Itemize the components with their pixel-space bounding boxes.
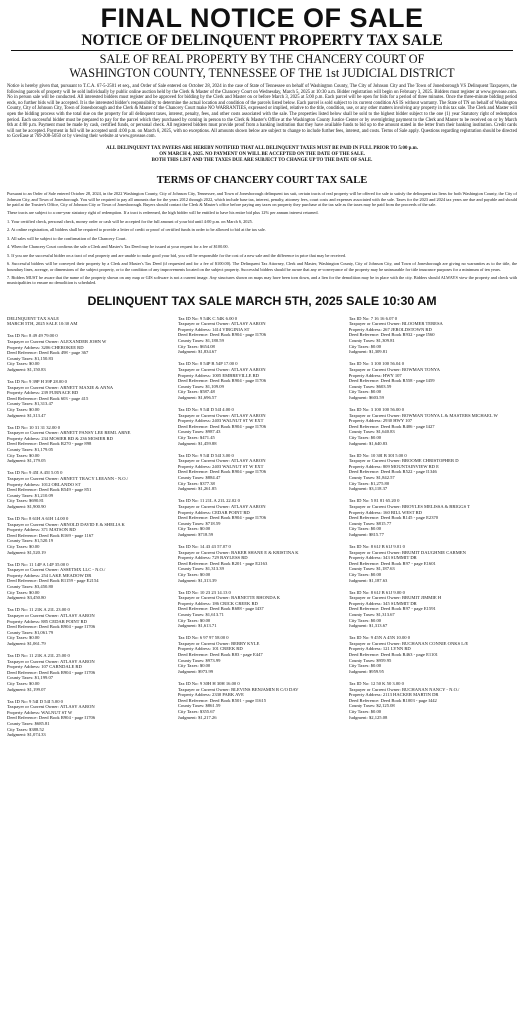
record-line: Deed Reference: Deed Book R201 - page E2163 bbox=[177, 560, 268, 566]
record-line: Tax ID No: 9 30H H 30H 16.00 0 bbox=[177, 680, 240, 686]
property-record bbox=[349, 635, 517, 674]
record-line: Taxpayer or Current Owner: BAKER SHANE E & KRISTINA K bbox=[177, 549, 299, 555]
record-line: Property Address: 2930 HWY 107 bbox=[348, 418, 413, 424]
record-line: County Taxes: $1,613.71 bbox=[177, 612, 224, 617]
record-line: Deed Reference: Deed Book R688 - page I437 bbox=[177, 606, 264, 612]
record-line: Tax ID No: 8 54P B 54P 17.00 0 bbox=[177, 361, 238, 367]
property-record bbox=[349, 544, 517, 583]
record-line: Deed Reference: Deed Book R97 - page E1601 bbox=[348, 560, 436, 566]
record-line: City Taxes: $0.00 bbox=[7, 635, 40, 641]
record-line: Deed Reference: Deed Book R904 - page I1706 bbox=[7, 624, 96, 630]
record-line: Deed Reference: Deed Book R501 - page I1615 bbox=[177, 697, 266, 703]
terms-paragraph: 4. When the Chancery Court confirms the sale a Clerk and Master's Tax Deed may be issued at your request for a fee of $100.00. bbox=[7, 244, 229, 250]
record-line: City Taxes: $0.00 bbox=[177, 617, 211, 623]
record-line: Property Address: 1012 ORLANDO ST bbox=[7, 481, 81, 487]
property-record bbox=[7, 653, 175, 692]
record-line: City Taxes: $0.00 bbox=[348, 663, 382, 669]
record-line: Deed Reference: Deed Book R270 - page 898 bbox=[7, 441, 92, 447]
property-record bbox=[178, 407, 346, 446]
record-line: Tax ID No: 3 100 100 56.00 0 bbox=[348, 407, 404, 412]
record-line: Property Address: 809 MOUNTAINVIEW RD E bbox=[348, 463, 439, 469]
record-line: Deed Reference: Deed Book R904 - page I1706 bbox=[177, 332, 266, 338]
property-record bbox=[7, 379, 175, 418]
record-line: Deed Reference: Deed Book R904 - page I1706 bbox=[7, 715, 96, 721]
listing-column bbox=[178, 316, 346, 745]
record-line: Tax ID No: 11 21L A 21L 22.02 0 bbox=[177, 498, 240, 504]
terms-paragraph: 6. Successful bidders will be conveyed their property by a Clerk and Master's Tax Deed (if requested and for a fee of $100.00). The Delinquent Tax Attorney, Clerk and Master, Washington County, City of Johnson City, and Town of Jonesborough are giving no warranties as to the title, the boundary lines, acreage, or dimensions of the subject property, or to the condition of any improvements located on the subject property. Successful bidders should be aware that any re-conveyance of the property may be uninsurable for title insurance purposes for a minimum of ten years. bbox=[7, 261, 517, 272]
record-line: Deed Reference: Deed Book R145 - page E2370 bbox=[348, 515, 439, 521]
record-line: Taxpayer or Current Owner: ATLASY AARON bbox=[177, 321, 266, 327]
record-line: Tax ID No: 5 81 81 65.20 0 bbox=[348, 498, 400, 504]
terms-paragraph: 3. All sales will be subject to the confirmation of the Chancery Court. bbox=[7, 235, 127, 241]
terms-heading: TERMS OF CHANCERY COURT TAX SALE bbox=[156, 175, 368, 187]
record-line: City Taxes: $355.67 bbox=[177, 708, 215, 714]
record-line: Property Address: 2113 HACKER MARTIN DR bbox=[348, 692, 439, 698]
property-record bbox=[178, 544, 346, 583]
record-line: City Taxes: $0.00 bbox=[348, 343, 382, 349]
record-line: Judgment: $1,640.83 bbox=[348, 440, 388, 446]
notice-line-3: BOTH THIS LIST AND THE TAXES DUE ARE SUBJECT TO CHANGE UP TO THE DATE OF SALE. bbox=[151, 157, 373, 163]
record-line: Taxpayer or Current Owner: BOWMAN TONYA bbox=[348, 366, 440, 372]
record-line: Deed Reference: Deed Book R169 - page 1167 bbox=[7, 532, 94, 538]
record-line: Tax ID No: 6 97 97 58.00 0 bbox=[177, 635, 229, 641]
record-line: Property Address: 1005 EMBREVILLE RD bbox=[177, 372, 259, 378]
record-line: Taxpayer or Current Owner: ARNETT PANSY LEE REMI. ARNE bbox=[7, 430, 131, 436]
record-line: Taxpayer or Current Owner: ASSETMX LLC - N.O./ bbox=[7, 567, 106, 573]
record-line: Judgment: $1,696.57 bbox=[177, 394, 217, 400]
property-record bbox=[349, 681, 517, 720]
record-line: City Taxes: $587.48 bbox=[177, 389, 215, 395]
record-line: County Taxes: $1,309.81 bbox=[348, 338, 395, 344]
record-line: Judgment: $815.77 bbox=[348, 531, 384, 537]
record-line: County Taxes: $1,313.39 bbox=[177, 566, 224, 572]
record-line: Taxpayer or Current Owner: BUCHANAN CONNIE ONKS L/E bbox=[348, 640, 469, 646]
record-line: Tax ID No: 14 43 43 57.07 0 bbox=[177, 543, 231, 549]
property-record bbox=[7, 470, 175, 509]
record-line: Property Address: 885 CEDAR POINT RD bbox=[7, 618, 87, 624]
record-line: Taxpayer or Current Owner: BARNETTE RHONDA K bbox=[177, 595, 281, 601]
record-line: Property Address: 267 JEROLDSTOWN RD bbox=[348, 326, 432, 332]
record-line: Judgment: $1,150.83 bbox=[7, 366, 46, 372]
record-line: Property Address: 234 MOSIER RD & 236 MOSIER RD bbox=[7, 435, 113, 441]
record-line: City Taxes: $0.00 bbox=[348, 708, 382, 714]
record-line: County Taxes: $3,450.80 bbox=[7, 584, 54, 590]
record-line: Property Address: 345 SUMMIT DR bbox=[348, 600, 417, 606]
terms-paragraph: Pursuant to an Order of Sale entered October 28, 2024, in the 2022 Washington County, City of Johnson City, Tennessee, and Town of Jonesborough delinquent tax suit, certain tracts of real property will be offered for sale to satisfy the delinquent tax liens for both Washington County, the City of Johnson City, and Town of Jonesborough. You will be required to pay all amounts due for the years 2012 through 2022, which include base tax, interest, penalty, attorney fees, court costs and expenses associated with the sale. Taxes for the 2023 and 2024 tax years are due and payable and should be paid at the Trustee's Office, City of Johnson City or Town of Jonesborough. Buyers should contact the Clerk & Master's office before paying any taxes on property they purchase at the tax sale as the taxes may be paid from the proceeds of the sale. bbox=[7, 191, 517, 207]
property-record bbox=[178, 498, 346, 537]
record-line: City Taxes: $654.08 bbox=[177, 343, 215, 349]
record-line: Taxpayer or Current Owner: BLOOMER TERESA bbox=[348, 321, 443, 327]
record-line: Property Address: 186 CRICK CREEK RD bbox=[177, 600, 258, 606]
property-record bbox=[178, 681, 346, 720]
record-line: Tax ID No: 9 54I D 54I 5.00 0 bbox=[7, 698, 63, 704]
record-line: Tax ID No: 8 49 49 79.00 0 bbox=[7, 333, 58, 339]
record-line: Deed Reference: Deed Book R904 - page I1706 bbox=[177, 515, 266, 521]
court-line-2: WASHINGTON COUNTY, TENNESSEE OF THE 1st JUDICIAL DISTRICT bbox=[69, 65, 455, 80]
record-line: City Taxes: $690.81 bbox=[7, 498, 44, 504]
record-line: Tax ID No: 7 16 16 6.07 0 bbox=[348, 315, 398, 321]
record-line: County Taxes: $987.43 bbox=[177, 429, 221, 435]
record-line: Deed Reference: Deed Book 603 - page 415 bbox=[7, 395, 89, 401]
record-line: Judgment: $1,309.81 bbox=[348, 349, 388, 355]
record-line: Tax ID No: 9 39P H 39P 28.00 0 bbox=[7, 379, 67, 385]
record-line: City Taxes: $1,275.80 bbox=[348, 480, 390, 486]
record-line: County Taxes: $2,125.08 bbox=[348, 703, 395, 709]
record-line: County Taxes: $973.99 bbox=[177, 657, 221, 663]
record-line: Tax ID No: 9 45I A 45I 5.05 0 bbox=[7, 470, 63, 476]
terms-paragraph: These tracts are subject to a one-year statutory right of redemption. If a tract is redeemed, the high bidder will be entitled to have his entire bid plus 12% per annum interest returned. bbox=[7, 210, 319, 216]
property-record bbox=[7, 316, 175, 327]
record-line: City Taxes: $0.00 bbox=[7, 407, 40, 412]
property-record bbox=[349, 361, 517, 400]
terms-paragraph: 2. At online registration, all bidders shall be required to provide a letter of credit or proof of certified funds in order to be allowed to bid at the tax sale. bbox=[7, 227, 266, 233]
property-record bbox=[349, 453, 517, 492]
record-line: Deed Reference: Deed Book R1159 - page E2154 bbox=[7, 578, 99, 584]
record-line: Deed Reference: Deed Book R904 - page I1706 bbox=[177, 378, 266, 384]
record-line: Property Address: 2330 PARK AVE bbox=[177, 692, 244, 698]
record-line: Taxpayer or Current Owner: ATLASY AARON bbox=[177, 458, 266, 464]
record-line: Deed Reference: Deed Book R522 - page I1346 bbox=[348, 469, 437, 475]
property-record bbox=[178, 361, 346, 400]
notice-line-2: ON MARCH 4, 2025. NO PAYMENT ON WILL BE ACCEPTED ON THE DATE OF THE SALE. bbox=[159, 151, 365, 157]
record-line: City Taxes: $0.00 bbox=[348, 434, 382, 440]
record-line: Deed Reference: Deed Book R932 - page I560 bbox=[348, 332, 435, 338]
notice-page bbox=[7, 4, 517, 744]
record-line: Taxpayer or Current Owner: ARNOLD DAVID E & SHELIA K bbox=[7, 521, 125, 527]
record-line: Judgment: $1,900.90 bbox=[7, 503, 46, 509]
record-line: Tax ID No: 10 23 23 14.13 0 bbox=[177, 589, 231, 595]
record-line: Property Address: 254 LAKE MEADOW DR bbox=[7, 572, 92, 578]
record-line: Deed Reference: Deed Book R904 - page I1706 bbox=[177, 423, 266, 429]
property-record bbox=[7, 516, 175, 555]
record-line: County Taxes: $1,179.05 bbox=[7, 447, 54, 453]
property-record bbox=[7, 607, 175, 646]
listing-heading: DELINQUENT TAX SALE MARCH 5TH, 2025 SALE 10:30 AM bbox=[87, 293, 437, 308]
record-line: City Taxes: $0.00 bbox=[348, 526, 382, 532]
property-record bbox=[178, 453, 346, 492]
listing-column bbox=[7, 316, 175, 745]
record-line: Deed Reference: Deed Book R904 - page I1706 bbox=[177, 469, 266, 475]
record-line: County Taxes: $1,061.79 bbox=[7, 629, 54, 635]
record-line: County Taxes: $1,640.83 bbox=[348, 429, 395, 435]
record-line: Tax ID No: 9 45N A 45N 10.00 0 bbox=[348, 635, 410, 641]
property-record bbox=[7, 425, 175, 464]
property-record bbox=[349, 407, 517, 446]
record-line: Taxpayer or Current Owner: BUCHANAN NANCY - N.O./ bbox=[348, 686, 460, 692]
payment-notice bbox=[7, 146, 517, 163]
record-line: City Taxes: $0.00 bbox=[348, 571, 382, 577]
record-line: City Taxes: $0.00 bbox=[7, 361, 40, 367]
record-line: County Taxes: $1,150.83 bbox=[7, 355, 54, 361]
record-line: Property Address: 729 BAYLESS RD bbox=[177, 555, 248, 561]
record-line: Judgment: $1,074.33 bbox=[7, 732, 46, 738]
record-line: Judgment: $3,118.37 bbox=[348, 486, 388, 492]
record-line: Taxpayer or Current Owner: ATLASY AARON bbox=[177, 366, 266, 372]
record-line: Property Address: 343 SUMMIT DR bbox=[348, 555, 417, 561]
property-record bbox=[178, 635, 346, 674]
record-line: City Taxes: $0.00 bbox=[7, 589, 40, 595]
record-line: City Taxes: $0.00 bbox=[177, 663, 211, 669]
record-line: Deed Reference: Deed Book R904 - page I1706 bbox=[7, 669, 96, 675]
record-line: Judgment: $1,459.88 bbox=[177, 440, 217, 446]
record-line: Tax ID No: 8 61J B 61J 9.01 0 bbox=[348, 543, 405, 549]
record-line: Judgment: $973.99 bbox=[177, 668, 214, 674]
record-line: Deed Reference: Deed Book R549 - page 851 bbox=[7, 487, 92, 493]
record-line: City Taxes: $0.00 bbox=[348, 389, 382, 395]
page-subtitle: NOTICE OF DELINQUENT PROPERTY TAX SALE bbox=[11, 32, 513, 51]
record-line: Property Address: CEDAR POINT RD bbox=[177, 509, 250, 515]
record-line: Tax ID No: 10 31 31 32.00 0 bbox=[7, 424, 61, 430]
record-line: Judgment: $1,217.26 bbox=[177, 714, 217, 720]
record-line: City Taxes: $0.00 bbox=[177, 526, 211, 532]
property-record bbox=[349, 498, 517, 537]
record-line: Deed Reference: Deed Book R97 - page E1591 bbox=[348, 606, 436, 612]
record-line: Tax ID No: 9 54K C 54K 6.00 0 bbox=[177, 315, 238, 321]
record-line: County Taxes: $1,842.57 bbox=[348, 475, 395, 481]
record-line: Property Address: 101 CREEK RD bbox=[177, 646, 243, 652]
record-line: Tax ID No: 9 54I D 54I 4.00 0 bbox=[177, 407, 234, 412]
record-line: Judgment: $603.59 bbox=[348, 394, 384, 400]
record-line: County Taxes: $685.81 bbox=[7, 721, 50, 726]
record-line: County Taxes: $1,180.59 bbox=[177, 338, 224, 344]
record-line: Judgment: $718.59 bbox=[177, 531, 214, 537]
record-line: Taxpayer or Current Owner: ATLASY AARON bbox=[7, 704, 95, 710]
listing-columns bbox=[7, 316, 517, 745]
record-line: County Taxes: $861.59 bbox=[177, 703, 221, 709]
record-line: County Taxes: $718.59 bbox=[177, 520, 221, 526]
record-line: Taxpayer or Current Owner: BROOME CHRISTOPHER D bbox=[348, 458, 459, 464]
record-line: Property Address: 160 BILL WEST RD bbox=[348, 509, 422, 515]
terms-paragraph: 5. If you are the successful bidder on a tract of real property and are unable to make good your bid, you will be responsible for the cost of a new sale and the difference in price that may be received. bbox=[7, 252, 347, 258]
terms-paragraph: 7. Bidders MUST be aware that the name of the property shown on any map or GIS software is not a current image. Any structures shown on maps may have been torn down, and a lien for the demolition may be in place with the city. Bidders should ALWAYS view the property and check with municipalities to ensure no demolition is scheduled. bbox=[7, 275, 517, 286]
record-line: City Taxes: $0.00 bbox=[7, 452, 40, 458]
record-line: Deed Reference: Deed Book R1003 - page I442 bbox=[348, 697, 437, 703]
record-line: Taxpayer or Current Owner: BRUMIT JIMMIE H bbox=[348, 595, 442, 601]
record-line: Tax ID No: 11 21K A 21L 25.00 0 bbox=[7, 652, 70, 658]
record-line: County Taxes: $1,210.09 bbox=[7, 492, 54, 498]
record-line: Property Address: WALNUT ST W bbox=[7, 709, 73, 715]
record-line: County Taxes: $1,313.47 bbox=[7, 401, 54, 407]
record-line: Deed Reference: Deed Book R558 - page I459 bbox=[348, 378, 435, 384]
record-line: Tax ID No: 3 100 100 56.04 0 bbox=[348, 361, 404, 367]
property-record bbox=[178, 316, 346, 355]
record-line: City Taxes: $0.00 bbox=[7, 680, 40, 686]
record-line: County Taxes: $815.77 bbox=[348, 520, 392, 526]
record-line: Judgment: $1,313.67 bbox=[348, 623, 388, 629]
property-record bbox=[7, 699, 175, 738]
record-line: Judgment: $1,520.19 bbox=[7, 549, 46, 555]
record-line: County Taxes: $1,109.09 bbox=[177, 383, 224, 389]
record-line: Taxpayer or Current Owner: BOWMAN TONYA L & MASTERS MICHAEL W bbox=[348, 412, 498, 418]
record-line: Tax ID No: 8 61J B 61J 9.00 0 bbox=[348, 589, 405, 595]
record-line: County Taxes: $1,187.63 bbox=[348, 566, 395, 572]
record-line: Taxpayer or Current Owner: ATLASY AARON bbox=[7, 612, 95, 618]
record-line: Judgment: $1,199.07 bbox=[7, 686, 46, 692]
record-line: DELINQUENT TAX SALE bbox=[7, 315, 60, 321]
record-line: Property Address: 239 FURNACE RD bbox=[7, 390, 79, 396]
record-line: Judgment: $1,313.47 bbox=[7, 412, 46, 418]
record-line: County Taxes: $1,199.07 bbox=[7, 675, 54, 681]
property-record bbox=[349, 590, 517, 629]
record-line: County Taxes: $1,520.19 bbox=[7, 538, 54, 544]
record-line: Tax ID No: 9 54I D 54I 3.00 0 bbox=[177, 452, 234, 458]
record-line: Judgment: $3,450.80 bbox=[7, 595, 46, 601]
record-line: Judgment: $1,613.71 bbox=[177, 623, 217, 629]
record-line: Deed Reference: Deed Book R406 - page I427 bbox=[348, 423, 435, 429]
record-line: City Taxes: $471.45 bbox=[177, 434, 215, 440]
record-line: Tax ID No: 8 61H A 61H 14.00 0 bbox=[7, 516, 69, 521]
record-line: Judgment: $2,125.08 bbox=[348, 714, 388, 720]
record-line: Property Address: 2403 WALNUT ST W EXT bbox=[177, 463, 264, 469]
property-record bbox=[178, 590, 346, 629]
record-line: Property Address: 1414 VIRGINIA ST bbox=[177, 326, 250, 332]
record-line: Property Address: 371 MATSON RD bbox=[7, 527, 76, 533]
record-line: Deed Reference: Deed Book R463 - page E1101 bbox=[348, 652, 438, 658]
record-line: Taxpayer or Current Owner: ARNETT MAXIE & ANNA bbox=[7, 384, 114, 390]
record-line: City Taxes: $388.52 bbox=[7, 726, 44, 732]
record-line: Tax ID No: 11 14P A 14P 35.00 0 bbox=[7, 561, 69, 567]
intro-paragraph: Notice is hereby given that, pursuant to T.C.A. 67-5-2501 et seq., and Order of Sale entered on October 28, 2024 in the case of State of Tennessee on behalf of Washington County, The City of Johnson City and The Town of Jonesborough VS Delinquent Taxpayers, the following parcels of property will be sold individually by public online auction held by the Clerk & Master of the Chancery Court on Wednesday, March 5, 2025 at 10:30 a.m. Bidder registration will begin on February 3, 2025. Bidders must register at www.govease.com. No in person sale will be conducted. All interested bidders must register and be approved for bidding by the Clerk and Master on or before March 3, 2025 at 5:00 p.m. Each parcel will be open for bids for a period of three minutes. Once the three-minute bidding period ends, no further bids will be accepted. It is the interested bidder's responsibility to determine the actual location and condition of the parcels listed below. Each parcel is sold subject to its current condition AS IS without warranty. The State of TN on behalf of Washington County, City of Johnson City, Town of Jonesborough and the Clerk & Master of the Chancery Court make NO WARRANTIES, expressed or implied, relative to the title, condition, use, or any other matters involving any property in this tax sale. The Clerk and Master will open the bidding process with the total due on the property for all delinquent taxes, interest, penalty, fees, and other costs associated with the sale. The properties listed below shall be sold to the highest bidder subject to the one (1) year Statutory right of redemption period. Each successful bidder must be prepared to pay for the parcel which they purchased by coming in person to the Clerk & Master's Office at the Washington County Justice Center or by overnighting payment to the Clerk and Master to be received on or by March 6th at 4:00 p.m. Payment must be made by cash, certified funds, or personal check. All registered bidders must provide proof from a banking institution that they have available funds to bid up to the amount stated in the letter from their banking institution. Credit cards will not be accepted. Payment in full will be accepted until 4:00 p.m. on March 6, 2025, with no exceptions. All amounts shown below are subject to change to include further fees, interest, and costs. Terms of Sale apply. Questions regarding registration should be directed to GovEase at 769-208-5050 or by viewing their website at www.govease.com. bbox=[7, 84, 517, 140]
property-record bbox=[7, 562, 175, 601]
record-line: City Taxes: $0.00 bbox=[348, 617, 382, 623]
record-line: Property Address: 107 CARNDALE RD bbox=[7, 664, 82, 670]
record-line: Judgment: $1,834.67 bbox=[177, 349, 217, 355]
terms-section bbox=[7, 191, 517, 285]
record-line: Taxpayer or Current Owner: BLEVINS BENJAMIN R C/O DAV bbox=[177, 686, 299, 692]
property-record bbox=[349, 316, 517, 355]
record-line: City Taxes: $0.00 bbox=[177, 571, 211, 577]
record-line: Judgment: $1,261.85 bbox=[177, 486, 217, 492]
record-line: City Taxes: $0.00 bbox=[7, 543, 40, 549]
property-record bbox=[7, 333, 175, 372]
record-line: MARCH 5TH, 2025 SALE 10:30 AM bbox=[7, 321, 78, 327]
record-line: Taxpayer or Current Owner: ATLASY AARON bbox=[177, 412, 266, 418]
record-line: Judgment: $1,313.39 bbox=[177, 577, 217, 583]
record-line: Judgment: $1,061.79 bbox=[7, 640, 46, 646]
record-line: Taxpayer or Current Owner: BRUMIT DAUGHNIE CARMEN bbox=[348, 549, 466, 555]
listing-column bbox=[349, 316, 517, 745]
record-line: Taxpayer or Current Owner: ARNETT TRACY LEEANN - N.O./ bbox=[7, 475, 129, 481]
record-line: County Taxes: $1,313.67 bbox=[348, 612, 395, 617]
court-line-1: SALE OF REAL PROPERTY BY THE CHANCERY COURT OF bbox=[99, 52, 425, 66]
record-line: County Taxes: $884.47 bbox=[177, 475, 221, 481]
record-line: City Taxes: $377.38 bbox=[177, 480, 215, 486]
record-line: Property Address: 121 LYNN RD bbox=[348, 646, 411, 652]
record-line: Taxpayer or Current Owner: ATLASY AARON bbox=[177, 503, 266, 509]
notice-line-1: ALL DELINQUENT TAX PAYERS ARE HEREBY NOTIFIED THAT ALL DELINQUENT TAXES MUST BE PAID IN FULL PRIOR TO 5:00 p.m. bbox=[106, 145, 418, 151]
record-line: Property Address: 3206 CHEROKEE RD bbox=[7, 344, 84, 350]
record-line: Taxpayer or Current Owner: ATLASY AARON bbox=[7, 658, 95, 664]
record-line: Tax ID No: 12 50 K 50 3.00 0 bbox=[348, 680, 404, 686]
record-line: Property Address: 2403 WALNUT ST W EXT bbox=[177, 418, 264, 424]
page-title: FINAL NOTICE OF SALE bbox=[100, 3, 424, 33]
record-line: Tax ID No: 10 30I B 30I 5.00 0 bbox=[348, 452, 407, 458]
record-line: County Taxes: $603.59 bbox=[348, 383, 392, 389]
record-line: Taxpayer or Current Owner: BROYLES MELISSA & BRIGGS T bbox=[348, 503, 471, 509]
record-line: Judgment: $1,179.05 bbox=[7, 458, 46, 464]
terms-paragraph: 1. Your certified check, personal check, money order or cash will be accepted for the full amount of your bid until 4:00 p.m. on March 6, 2025. bbox=[7, 218, 253, 224]
record-line: Judgment: $959.95 bbox=[348, 668, 384, 674]
record-line: Judgment: $1,187.63 bbox=[348, 577, 388, 583]
record-line: Deed Reference: Deed Book R83 - page E447 bbox=[177, 652, 263, 658]
record-line: Taxpayer or Current Owner: ALEXANDER JOHN W bbox=[7, 338, 107, 344]
record-line: County Taxes: $959.95 bbox=[348, 657, 392, 663]
record-line: Taxpayer or Current Owner: BERRY KYLE bbox=[177, 640, 260, 646]
record-line: Tax ID No: 11 21K A 21L 23.00 0 bbox=[7, 607, 70, 613]
record-line: Property Address: HWY 107 bbox=[348, 372, 402, 378]
record-line: Deed Reference: Deed Book 498 - page 367 bbox=[7, 350, 89, 356]
